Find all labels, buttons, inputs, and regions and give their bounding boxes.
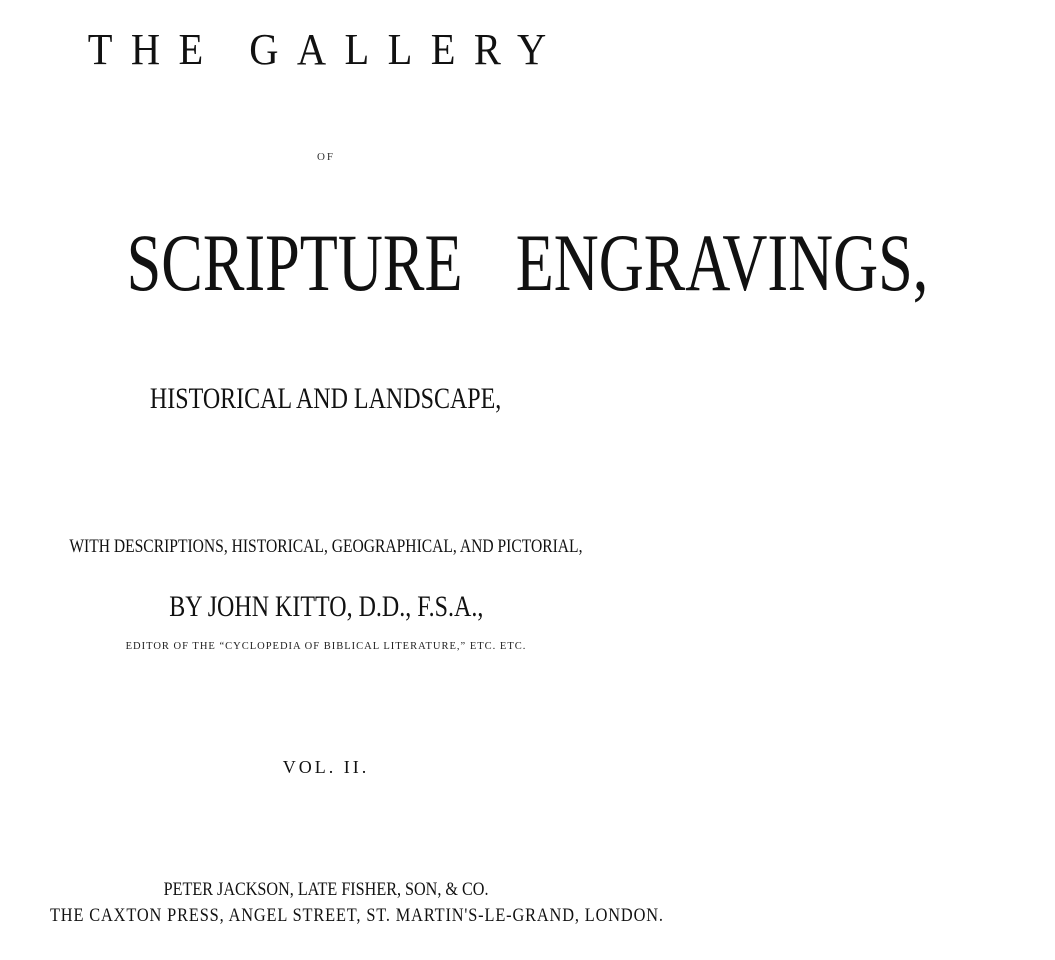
publisher-text: PETER JACKSON, LATE FISHER, SON, & CO. <box>163 879 489 900</box>
title-line-the-gallery <box>0 25 652 74</box>
descriptions-text: WITH DESCRIPTIONS, HISTORICAL, GEOGRAPHICAL, AND PICTORIAL, <box>69 536 583 557</box>
address-text: THE CAXTON PRESS, ANGEL STREET, ST. MARTIN'S-LE-GRAND, LONDON. <box>49 905 664 926</box>
title-word-scripture: SCRIPTURE <box>126 217 463 308</box>
editor-note: EDITOR OF THE “CYCLOPEDIA OF BIBLICAL LITERATURE,” ETC. ETC. <box>125 641 527 652</box>
title-line-scripture-engravings <box>0 217 929 308</box>
publisher-line <box>0 880 652 899</box>
subtitle-text: HISTORICAL AND LANDSCAPE, <box>150 382 502 415</box>
author-line <box>0 592 652 622</box>
address-line <box>0 905 664 926</box>
author-text: BY JOHN KITTO, D.D., F.S.A., <box>168 590 484 623</box>
volume-number: VOL. II. <box>282 757 370 777</box>
descriptions-line <box>0 537 652 556</box>
subtitle <box>0 384 652 414</box>
title-word-engravings: ENGRAVINGS, <box>515 217 929 308</box>
title-word-gallery: GALLERY <box>249 25 565 74</box>
title-word-the: THE <box>87 25 222 74</box>
title-word-of: OF <box>316 151 336 163</box>
